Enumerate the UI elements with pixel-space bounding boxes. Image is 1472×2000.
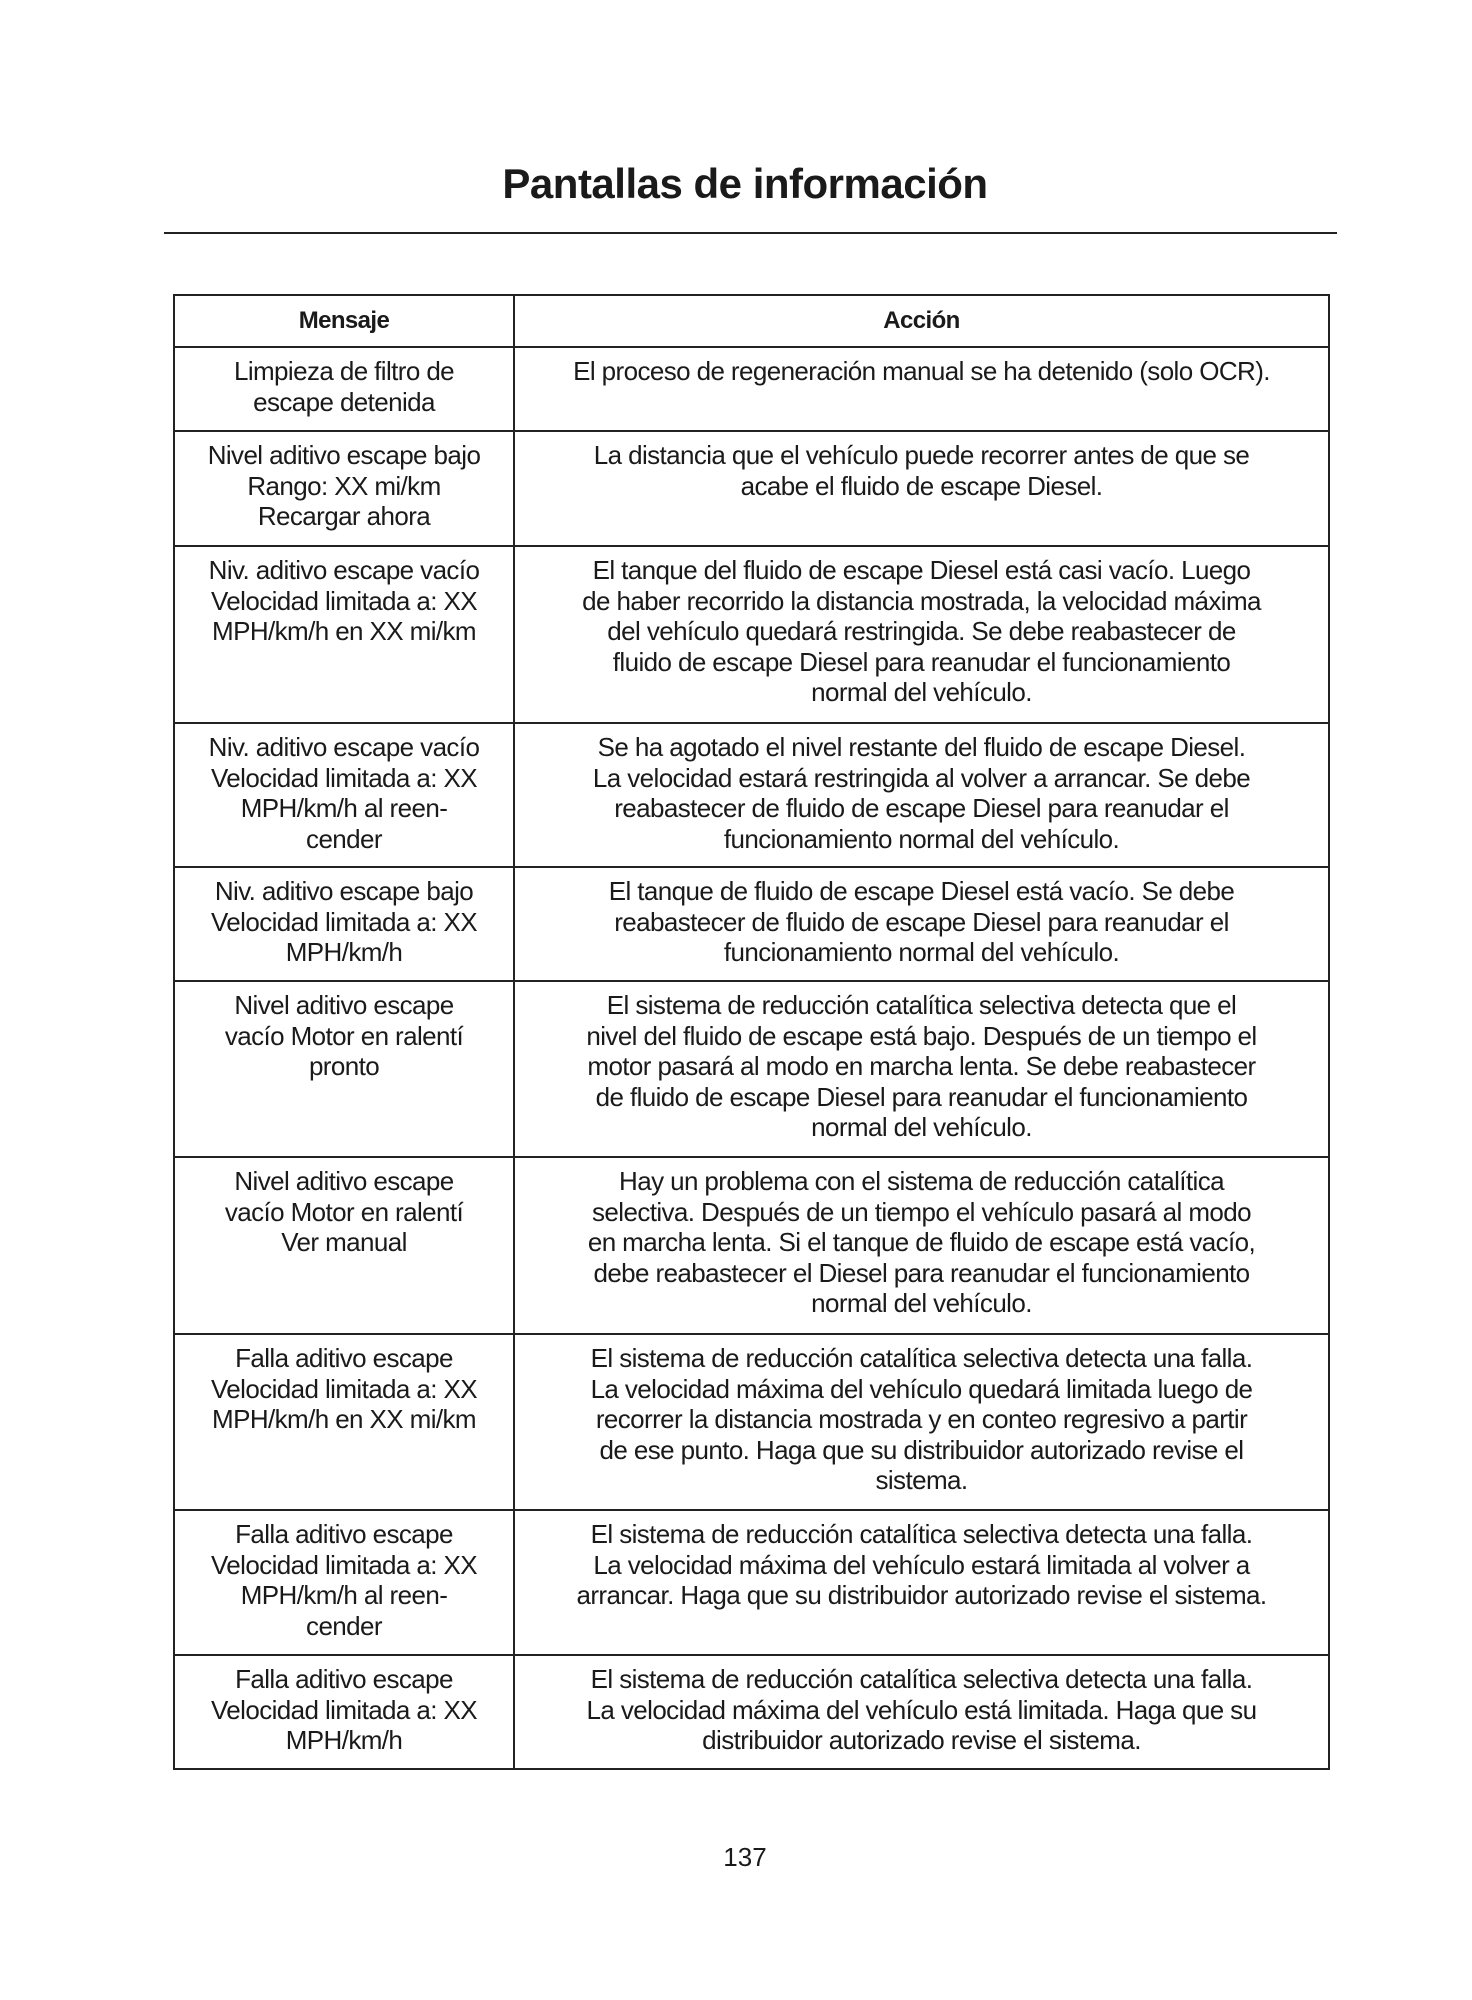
table-row bbox=[174, 1334, 1329, 1510]
action-cell-line: El proceso de regeneración manual se ha detenido (solo OCR). bbox=[573, 356, 1270, 386]
action-cell-line: La velocidad máxima del vehículo estará limitada al volver a bbox=[593, 1549, 1250, 1580]
message-cell-line: Falla aditivo escape bbox=[235, 1664, 453, 1694]
action-cell-line: normal del vehículo. bbox=[811, 677, 1032, 707]
message-cell bbox=[174, 1157, 514, 1334]
message-cell-line: Velocidad limitada a: XX bbox=[211, 906, 477, 937]
action-cell bbox=[514, 431, 1329, 546]
table-row bbox=[174, 867, 1329, 981]
message-cell-line: Nivel aditivo escape bajo bbox=[207, 440, 481, 470]
action-cell bbox=[514, 1655, 1329, 1769]
message-cell-line: Falla aditivo escape bbox=[235, 1519, 453, 1549]
action-cell-line: La velocidad máxima del vehículo está limitada. Haga que su bbox=[586, 1694, 1257, 1725]
action-cell-line: debe reabastecer el Diesel para reanudar el funcionamiento bbox=[593, 1257, 1250, 1288]
table-row bbox=[174, 1655, 1329, 1769]
action-cell-line: fluido de escape Diesel para reanudar el funcionamiento bbox=[612, 646, 1231, 677]
message-cell bbox=[174, 1334, 514, 1510]
action-cell-line: de fluido de escape Diesel para reanudar el funcionamiento bbox=[595, 1081, 1248, 1112]
message-cell-line: Nivel aditivo escape bbox=[234, 990, 454, 1020]
message-cell-line: MPH/km/h bbox=[285, 937, 403, 967]
message-cell-line: pronto bbox=[308, 1051, 380, 1081]
action-cell bbox=[514, 981, 1329, 1157]
table-header-row bbox=[174, 295, 1329, 347]
message-cell-line: Rango: XX mi/km bbox=[247, 470, 441, 501]
action-cell-line: del vehículo quedará restringida. Se debe reabastecer de bbox=[607, 616, 1236, 646]
message-cell-line: vacío Motor en ralentí bbox=[224, 1020, 464, 1051]
message-cell bbox=[174, 546, 514, 723]
action-cell-line: La velocidad máxima del vehículo quedará limitada luego de bbox=[590, 1373, 1253, 1404]
action-cell bbox=[514, 546, 1329, 723]
action-cell-line: funcionamiento normal del vehículo. bbox=[723, 937, 1120, 967]
action-cell-line: El sistema de reducción catalítica selectiva detecta una falla. bbox=[590, 1664, 1253, 1694]
action-cell-line: acabe el fluido de escape Diesel. bbox=[740, 470, 1103, 501]
action-cell-line: normal del vehículo. bbox=[811, 1288, 1032, 1318]
action-cell-line: nivel del fluido de escape está bajo. Después de un tiempo el bbox=[586, 1020, 1257, 1051]
action-cell-line: en marcha lenta. Si el tanque de fluido de escape está vacío, bbox=[587, 1227, 1256, 1257]
message-cell-line: MPH/km/h en XX mi/km bbox=[212, 616, 476, 646]
message-cell-line: Velocidad limitada a: XX bbox=[211, 1694, 477, 1725]
action-cell bbox=[514, 347, 1329, 431]
action-cell-line: motor pasará al modo en marcha lenta. Se debe reabastecer bbox=[587, 1051, 1256, 1081]
message-cell-line: Limpieza de filtro de bbox=[233, 356, 455, 386]
action-cell-line: Se ha agotado el nivel restante del fluido de escape Diesel. bbox=[597, 732, 1246, 762]
action-cell bbox=[514, 723, 1329, 867]
action-cell bbox=[514, 1157, 1329, 1334]
table-row bbox=[174, 546, 1329, 723]
action-cell-line: de ese punto. Haga que su distribuidor autorizado revise el bbox=[599, 1434, 1244, 1465]
action-cell-line: arrancar. Haga que su distribuidor autorizado revise el sistema. bbox=[576, 1580, 1267, 1610]
message-cell-line: Velocidad limitada a: XX bbox=[211, 762, 477, 793]
table-row bbox=[174, 1157, 1329, 1334]
messages-table bbox=[173, 294, 1330, 1770]
header-accion: Acción bbox=[514, 295, 1329, 347]
page-title: Pantallas de información bbox=[502, 160, 988, 207]
message-cell-line: Velocidad limitada a: XX bbox=[211, 585, 477, 616]
message-cell-line: escape detenida bbox=[253, 386, 435, 417]
table-row bbox=[174, 723, 1329, 867]
message-cell-line: cender bbox=[306, 823, 382, 854]
action-cell-line: El sistema de reducción catalítica selectiva detecta una falla. bbox=[590, 1519, 1253, 1549]
action-cell-line: reabastecer de fluido de escape Diesel para reanudar el bbox=[614, 793, 1229, 823]
message-cell-line: MPH/km/h al reen- bbox=[240, 1580, 448, 1610]
action-cell-line: Hay un problema con el sistema de reducción catalítica bbox=[619, 1166, 1224, 1196]
action-cell-line: funcionamiento normal del vehículo. bbox=[723, 823, 1120, 854]
message-cell bbox=[174, 867, 514, 981]
action-cell-line: El tanque del fluido de escape Diesel está casi vacío. Luego bbox=[592, 555, 1251, 585]
message-cell bbox=[174, 1510, 514, 1655]
action-cell-line: El sistema de reducción catalítica selectiva detecta que el bbox=[606, 990, 1237, 1020]
message-cell bbox=[174, 981, 514, 1157]
message-cell-line: Nivel aditivo escape bbox=[234, 1166, 454, 1196]
message-cell-line: Niv. aditivo escape vacío bbox=[208, 732, 480, 762]
action-cell-line: distribuidor autorizado revise el sistema. bbox=[702, 1725, 1141, 1755]
message-cell-line: Velocidad limitada a: XX bbox=[211, 1549, 477, 1580]
table-row bbox=[174, 347, 1329, 431]
table-row bbox=[174, 981, 1329, 1157]
action-cell-line: de haber recorrido la distancia mostrada, la velocidad máxima bbox=[582, 585, 1261, 616]
message-cell-line: MPH/km/h en XX mi/km bbox=[212, 1404, 476, 1434]
action-cell-line: sistema. bbox=[875, 1465, 968, 1495]
message-cell bbox=[174, 723, 514, 867]
action-cell-line: normal del vehículo. bbox=[811, 1112, 1032, 1142]
action-cell bbox=[514, 1510, 1329, 1655]
message-cell-line: MPH/km/h al reen- bbox=[240, 793, 448, 823]
action-cell-line: selectiva. Después de un tiempo el vehículo pasará al modo bbox=[592, 1196, 1251, 1227]
page-number: 137 bbox=[723, 1842, 767, 1872]
action-cell bbox=[514, 867, 1329, 981]
table-row bbox=[174, 1510, 1329, 1655]
message-cell-line: Recargar ahora bbox=[257, 501, 431, 531]
title-divider bbox=[164, 232, 1337, 234]
message-cell bbox=[174, 347, 514, 431]
action-cell-line: recorrer la distancia mostrada y en conteo regresivo a partir bbox=[595, 1404, 1248, 1434]
table-row bbox=[174, 431, 1329, 546]
message-cell-line: Niv. aditivo escape bajo bbox=[214, 876, 474, 906]
message-cell-line: vacío Motor en ralentí bbox=[224, 1196, 464, 1227]
message-cell bbox=[174, 1655, 514, 1769]
action-cell-line: El tanque de fluido de escape Diesel está vacío. Se debe bbox=[608, 876, 1235, 906]
action-cell-line: reabastecer de fluido de escape Diesel para reanudar el bbox=[614, 906, 1229, 937]
action-cell-line: La distancia que el vehículo puede recorrer antes de que se bbox=[593, 440, 1250, 470]
message-cell bbox=[174, 431, 514, 546]
action-cell-line: La velocidad estará restringida al volver a arrancar. Se debe bbox=[592, 762, 1251, 793]
header-mensaje: Mensaje bbox=[174, 295, 514, 347]
action-cell-line: El sistema de reducción catalítica selectiva detecta una falla. bbox=[590, 1343, 1253, 1373]
message-cell-line: MPH/km/h bbox=[285, 1725, 403, 1755]
message-cell-line: Ver manual bbox=[281, 1227, 407, 1257]
message-cell-line: Velocidad limitada a: XX bbox=[211, 1373, 477, 1404]
message-cell-line: Falla aditivo escape bbox=[235, 1343, 453, 1373]
message-cell-line: cender bbox=[306, 1610, 382, 1641]
action-cell bbox=[514, 1334, 1329, 1510]
message-cell-line: Niv. aditivo escape vacío bbox=[208, 555, 480, 585]
